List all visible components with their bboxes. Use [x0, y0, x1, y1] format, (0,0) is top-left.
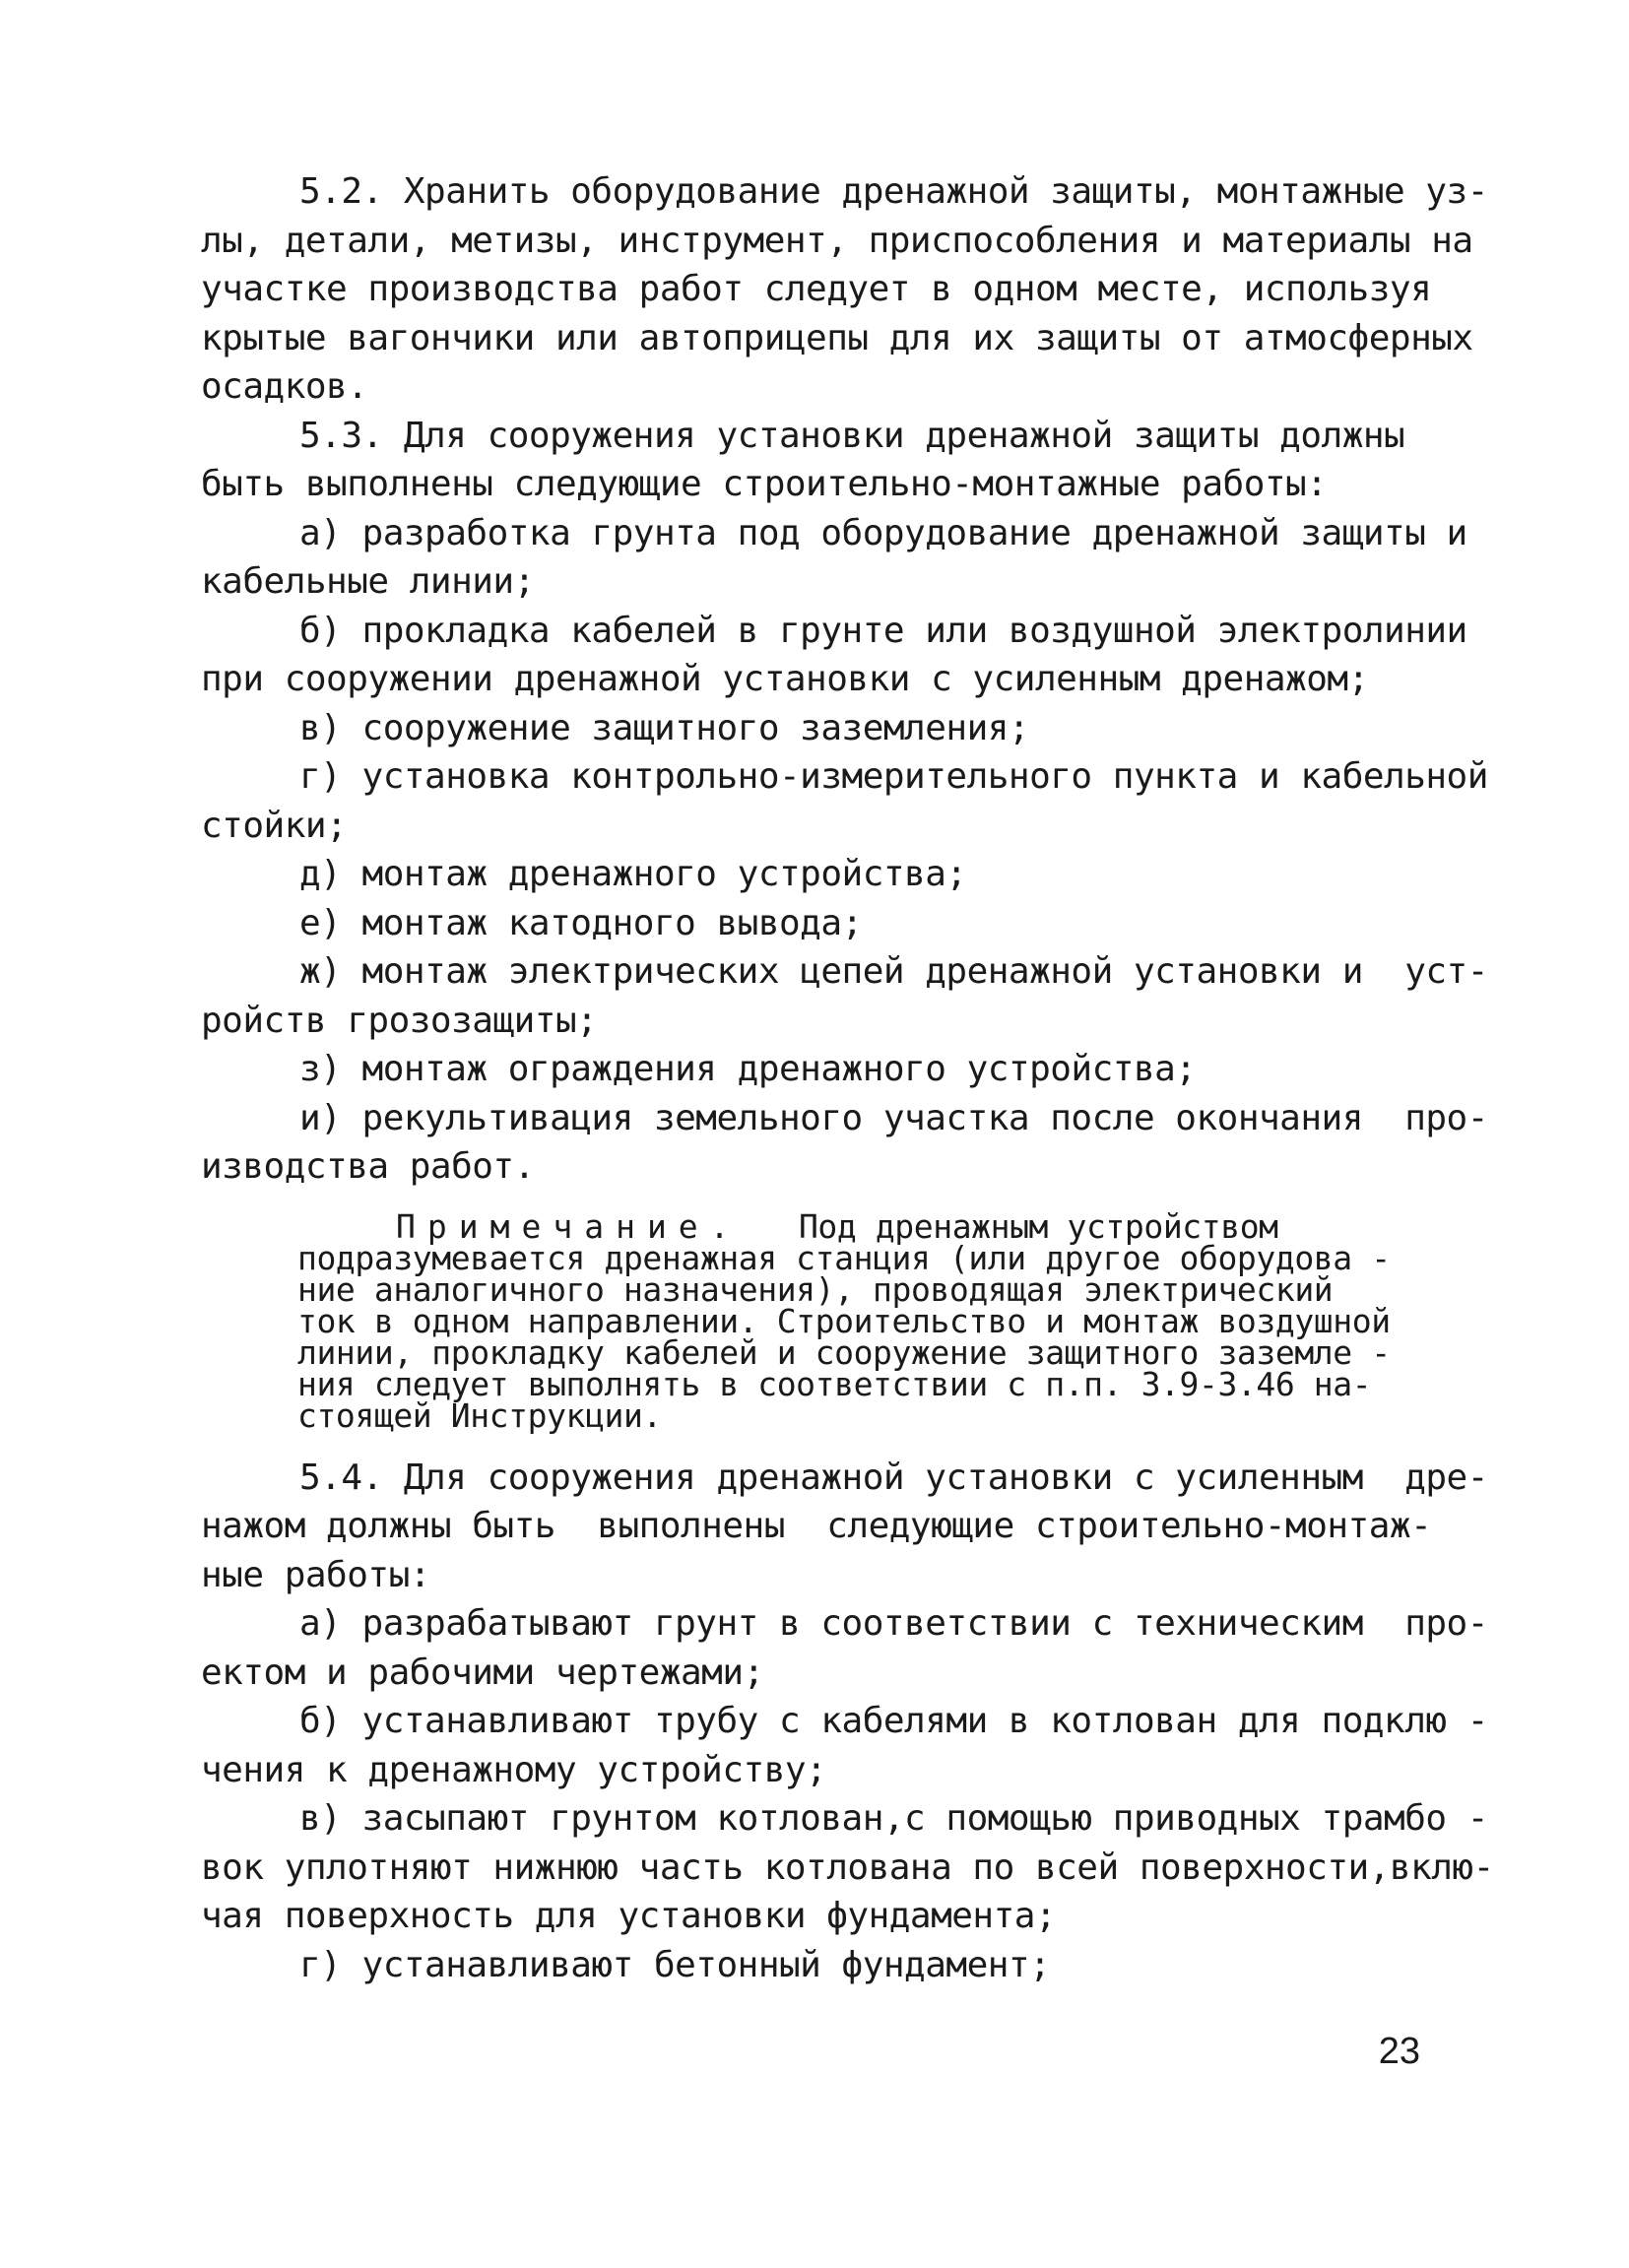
list-item-i: и) рекультивация земельного участка после окончания про- — [299, 1097, 1488, 1138]
text-line: ройств грозозащиты; — [201, 1000, 598, 1041]
text-line: ектом и рабочими чертежами; — [201, 1652, 764, 1693]
text-line: вок уплотняют нижнюю часть котлована по всей поверхности,вклю- — [201, 1847, 1494, 1888]
text-line: 5.2. Хранить оборудование дренажной защиты, монтажные уз- — [299, 171, 1488, 212]
note-block — [201, 1206, 1432, 1435]
list-item-b: б) устанавливают трубу с кабелями в котлован для подклю - — [299, 1701, 1488, 1741]
text-line: 5.4. Для сооружения дренажной установки с усиленным дре- — [299, 1457, 1488, 1498]
list-item-b: б) прокладка кабелей в грунте или воздушной электролинии — [299, 610, 1467, 651]
section-5-3 — [201, 412, 1488, 1192]
note-line: линии, прокладку кабелей и сооружение защитного заземле - — [297, 1332, 1391, 1372]
text-line: осадков. — [201, 366, 368, 407]
list-item-e: е) монтаж катодного вывода; — [299, 902, 863, 943]
note-line: стоящей Инструкции. — [297, 1395, 662, 1435]
list-item-v: в) засыпают грунтом котлован,с помощью приводных трамбо - — [299, 1798, 1488, 1839]
section-5-2 — [201, 167, 1488, 412]
text-line: кабельные линии; — [201, 561, 535, 602]
note-line: ние аналогичного назначения), проводящая электрический — [297, 1269, 1334, 1309]
text-line: изводства работ. — [201, 1146, 535, 1187]
text-line: нажом должны быть выполнены следующие строительно-монтаж- — [201, 1506, 1432, 1546]
note-line: ния следует выполнять в соответствии с п.п. 3.9-3.46 на- — [297, 1364, 1372, 1403]
text-line: при сооружении дренажной установки с усиленным дренажом; — [201, 659, 1369, 699]
note-line: ток в одном направлении. Строительство и монтаж воздушной — [297, 1301, 1391, 1340]
section-5-4 — [201, 1454, 1494, 1990]
text-line: чая поверхность для установки фундамента; — [201, 1896, 1057, 1936]
note-line: подразумевается дренажная станция (или другое оборудова - — [297, 1238, 1391, 1277]
list-item-z: з) монтаж ограждения дренажного устройства; — [299, 1049, 1197, 1089]
text-line: быть выполнены следующие строительно-монтажные работы: — [201, 464, 1328, 504]
text-line: ные работы: — [201, 1554, 430, 1595]
list-item-a: а) разрабатывают грунт в соответствии с техническим про- — [299, 1603, 1488, 1644]
document-page — [201, 167, 1494, 1989]
text-line: 5.3. Для сооружения установки дренажной защиты должны — [299, 415, 1405, 456]
text-line: чения к дренажному устройству; — [201, 1749, 827, 1790]
list-item-zh: ж) монтаж электрических цепей дренажной установки и уст- — [299, 951, 1488, 992]
note-first-line — [201, 1206, 1432, 1246]
list-item-v: в) сооружение защитного заземления; — [299, 707, 1030, 748]
page-number: 23 — [1378, 2031, 1420, 2072]
note-label: Примечание. — [396, 1206, 742, 1246]
text-line: крытые вагончики или автоприцепы для их защиты от атмосферных — [201, 317, 1473, 358]
text-line: участке производства работ следует в одном месте, используя — [201, 269, 1432, 309]
note-first-line-text: Под дренажным устройством — [741, 1206, 1278, 1246]
text-line: стойки; — [201, 805, 348, 846]
list-item-d: д) монтаж дренажного устройства; — [299, 854, 967, 894]
list-item-a: а) разработка грунта под оборудование дренажной защиты и — [299, 512, 1467, 553]
text-line: лы, детали, метизы, инструмент, приспособления и материалы на — [201, 220, 1473, 261]
list-item-g: г) установка контрольно-измерительного пункта и кабельной — [299, 756, 1488, 797]
list-item-g: г) устанавливают бетонный фундамент; — [299, 1944, 1051, 1985]
